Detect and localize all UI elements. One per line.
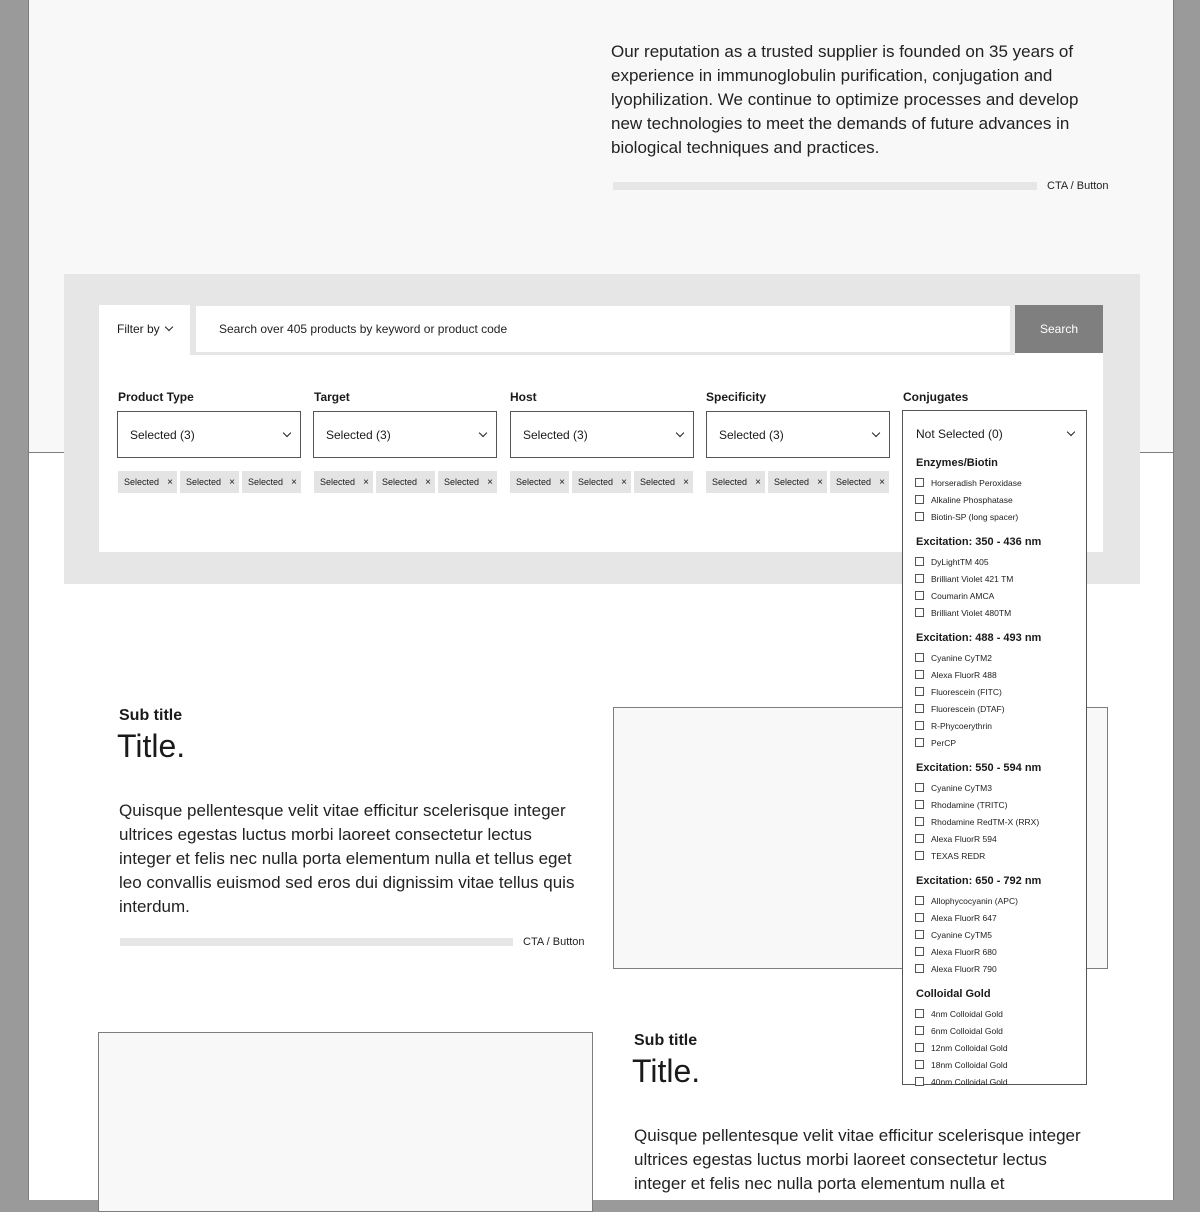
checkbox[interactable]	[915, 1026, 924, 1035]
conjugate-option-label: Rhodamine RedTM-X (RRX)	[931, 816, 1040, 827]
selected-chip	[634, 471, 693, 493]
conjugate-option-label: Horseradish Peroxidase	[931, 477, 1022, 488]
checkbox[interactable]	[915, 834, 924, 843]
checkbox[interactable]	[915, 608, 924, 617]
conjugate-option-label: Allophycocyanin (APC)	[931, 895, 1018, 906]
close-icon[interactable]: ×	[291, 476, 297, 488]
conjugate-option-label: 4nm Colloidal Gold	[931, 1008, 1003, 1019]
host-value: Selected (3)	[523, 427, 588, 442]
checkbox[interactable]	[915, 896, 924, 905]
conjugate-option[interactable]	[915, 926, 1074, 943]
target-chips	[314, 471, 497, 493]
chip-label: Selected	[774, 477, 810, 487]
chip-label: Selected	[248, 477, 284, 487]
selected-chip	[438, 471, 497, 493]
close-icon[interactable]: ×	[683, 476, 689, 488]
chevron-down-icon	[164, 323, 172, 331]
search-input[interactable]	[196, 306, 1010, 352]
checkbox[interactable]	[915, 800, 924, 809]
conjugate-option-label: Cyanine CyTM3	[931, 782, 992, 793]
checkbox[interactable]	[915, 930, 924, 939]
selected-chip	[510, 471, 569, 493]
conjugate-option-label: 12nm Colloidal Gold	[931, 1042, 1008, 1053]
conjugates-group-title: Colloidal Gold	[916, 988, 991, 1000]
conjugates-group	[915, 875, 1074, 977]
conjugate-option[interactable]	[915, 474, 1074, 491]
section1-body: Quisque pellentesque velit vitae efficitur scelerisque integer ultrices egestas luctus morbi laoreet consectetur lectus integer et felis nec nulla porta elementum nulla et tellus eget leo convallis euismod sed eros dui dignissim vitae tellus quis interdum.	[119, 801, 575, 916]
conjugates-group	[915, 988, 1074, 1090]
conjugate-option-label: 40nm Colloidal Gold	[931, 1076, 1008, 1087]
selected-chip	[706, 471, 765, 493]
checkbox[interactable]	[915, 851, 924, 860]
chip-label: Selected	[578, 477, 614, 487]
facet-label-conjugates: Conjugates	[903, 390, 969, 404]
section1-title: Title.	[117, 728, 186, 764]
checkbox[interactable]	[915, 557, 924, 566]
conjugate-option-label: Cyanine CyTM5	[931, 929, 992, 940]
conjugate-option[interactable]	[915, 779, 1074, 796]
conjugate-option[interactable]	[915, 508, 1074, 525]
host-select[interactable]	[510, 411, 694, 458]
conjugate-option[interactable]	[915, 813, 1074, 830]
conjugates-dropdown	[902, 410, 1087, 1085]
section1-subtitle: Sub title	[119, 707, 183, 724]
chip-label: Selected	[124, 477, 160, 487]
checkbox[interactable]	[915, 512, 924, 521]
specificity-value: Selected (3)	[719, 427, 784, 442]
close-icon[interactable]: ×	[817, 476, 823, 488]
conjugates-group-title: Excitation: 350 - 436 nm	[916, 536, 1042, 548]
conjugate-option[interactable]	[915, 960, 1074, 977]
selected-chip	[572, 471, 631, 493]
selected-chip	[180, 471, 239, 493]
checkbox[interactable]	[915, 817, 924, 826]
close-icon[interactable]: ×	[487, 476, 493, 488]
intro-text: Our reputation as a trusted supplier is founded on 35 years of experience in immunoglobulin purification, conjugation and lyophilization. We continue to optimize processes and develop new technologies to meet the demands of future advances in biological techniques and practices.	[611, 42, 1079, 157]
chip-label: Selected	[186, 477, 222, 487]
checkbox[interactable]	[915, 947, 924, 956]
checkbox[interactable]	[915, 721, 924, 730]
chip-label: Selected	[836, 477, 872, 487]
conjugates-group	[915, 632, 1074, 751]
close-icon[interactable]: ×	[425, 476, 431, 488]
conjugate-option-label: Rhodamine (TRITC)	[931, 799, 1008, 810]
conjugate-option[interactable]	[915, 587, 1074, 604]
checkbox[interactable]	[915, 1077, 924, 1086]
conjugate-option[interactable]	[915, 830, 1074, 847]
conjugate-option-label: Brilliant Violet 421 TM	[931, 573, 1014, 584]
checkbox[interactable]	[915, 687, 924, 696]
conjugates-group-title: Excitation: 650 - 792 nm	[916, 875, 1042, 887]
facet-label-host: Host	[510, 390, 537, 404]
close-icon[interactable]: ×	[363, 476, 369, 488]
conjugate-option-label: PerCP	[931, 737, 957, 748]
section1-cta-button[interactable]	[120, 938, 513, 946]
conjugate-option-label: Fluorescein (DTAF)	[931, 703, 1005, 714]
chevron-down-icon	[872, 428, 880, 436]
conjugate-option-label: Alkaline Phosphatase	[931, 494, 1013, 505]
conjugates-group-title: Enzymes/Biotin	[916, 457, 998, 469]
conjugate-option[interactable]	[915, 570, 1074, 587]
host-chips	[510, 471, 693, 493]
selected-chip	[376, 471, 435, 493]
conjugates-select[interactable]	[915, 411, 1074, 457]
conjugate-option-label: TEXAS REDR	[931, 850, 986, 861]
close-icon[interactable]: ×	[879, 476, 885, 488]
conjugate-option[interactable]	[915, 796, 1074, 813]
conjugate-option[interactable]	[915, 683, 1074, 700]
filter-by-label: Filter by	[117, 322, 160, 336]
conjugate-option[interactable]	[915, 1039, 1074, 1056]
conjugate-option[interactable]	[915, 553, 1074, 570]
intro-cta-label[interactable]: CTA / Button	[1047, 180, 1109, 192]
checkbox[interactable]	[915, 495, 924, 504]
conjugate-option[interactable]	[915, 666, 1074, 683]
checkbox[interactable]	[915, 574, 924, 583]
selected-chip	[768, 471, 827, 493]
chip-label: Selected	[640, 477, 676, 487]
conjugate-option[interactable]	[915, 604, 1074, 621]
chevron-down-icon	[479, 428, 487, 436]
checkbox[interactable]	[915, 964, 924, 973]
chevron-down-icon	[676, 428, 684, 436]
checkbox[interactable]	[915, 738, 924, 747]
checkbox[interactable]	[915, 478, 924, 487]
checkbox[interactable]	[915, 1009, 924, 1018]
selected-chip	[830, 471, 889, 493]
conjugate-option[interactable]	[915, 909, 1074, 926]
conjugate-option[interactable]	[915, 1005, 1074, 1022]
conjugates-options	[915, 457, 1074, 1090]
conjugate-option[interactable]	[915, 1022, 1074, 1039]
selected-chip	[314, 471, 373, 493]
conjugate-option-label: 6nm Colloidal Gold	[931, 1025, 1003, 1036]
chip-label: Selected	[444, 477, 480, 487]
facet-label-target: Target	[314, 390, 350, 404]
conjugate-option-label: Alexa FluorR 647	[931, 912, 997, 923]
target-select[interactable]	[313, 411, 497, 458]
conjugate-option[interactable]	[915, 1073, 1074, 1090]
conjugate-option[interactable]	[915, 847, 1074, 864]
conjugates-value: Not Selected (0)	[916, 427, 1003, 441]
close-icon[interactable]: ×	[559, 476, 565, 488]
chip-label: Selected	[320, 477, 356, 487]
selected-chip	[118, 471, 177, 493]
conjugate-option[interactable]	[915, 943, 1074, 960]
checkbox[interactable]	[915, 704, 924, 713]
conjugates-group	[915, 536, 1074, 621]
conjugate-option-label: Alexa FluorR 488	[931, 669, 997, 680]
target-value: Selected (3)	[326, 427, 391, 442]
section1-cta-label[interactable]: CTA / Button	[523, 936, 585, 948]
section2-image-placeholder	[98, 1032, 593, 1212]
conjugate-option[interactable]	[915, 491, 1074, 508]
product-type-select[interactable]	[117, 411, 301, 458]
conjugates-group	[915, 762, 1074, 864]
specificity-select[interactable]	[706, 411, 890, 458]
section2-body: Quisque pellentesque velit vitae efficitur scelerisque integer ultrices egestas luctus morbi laoreet consectetur lectus integer et felis nec nulla porta elementum nulla et	[634, 1126, 1081, 1193]
section2-title: Title.	[632, 1053, 701, 1089]
conjugate-option[interactable]	[915, 892, 1074, 909]
conjugate-option-label: Biotin-SP (long spacer)	[931, 511, 1019, 522]
conjugate-option[interactable]	[915, 717, 1074, 734]
facet-label-specificity: Specificity	[706, 390, 767, 404]
conjugate-option-label: Alexa FluorR 594	[931, 833, 997, 844]
conjugate-option[interactable]	[915, 649, 1074, 666]
section2-subtitle: Sub title	[634, 1032, 698, 1049]
close-icon[interactable]: ×	[755, 476, 761, 488]
checkbox[interactable]	[915, 653, 924, 662]
conjugate-option-label: Coumarin AMCA	[931, 590, 995, 601]
conjugate-option-label: Cyanine CyTM2	[931, 652, 992, 663]
intro-cta-button[interactable]	[613, 182, 1037, 190]
facet-label-product-type: Product Type	[118, 390, 194, 404]
product-type-chips	[118, 471, 301, 493]
conjugate-option-label: Alexa FluorR 790	[931, 963, 997, 974]
chip-label: Selected	[712, 477, 748, 487]
conjugate-option-label: Fluorescein (FITC)	[931, 686, 1002, 697]
conjugates-group	[915, 457, 1074, 525]
checkbox[interactable]	[915, 1043, 924, 1052]
filter-by-toggle[interactable]	[99, 305, 190, 353]
conjugate-option[interactable]	[915, 1056, 1074, 1073]
conjugate-option[interactable]	[915, 700, 1074, 717]
chip-label: Selected	[382, 477, 418, 487]
search-button[interactable]: Search	[1015, 305, 1103, 353]
chevron-down-icon	[1067, 428, 1075, 436]
conjugate-option-label: Brilliant Violet 480TM	[931, 607, 1012, 618]
conjugate-option-label: 18nm Colloidal Gold	[931, 1059, 1008, 1070]
conjugate-option-label: Alexa FluorR 680	[931, 946, 997, 957]
checkbox[interactable]	[915, 783, 924, 792]
checkbox[interactable]	[915, 913, 924, 922]
conjugates-group-title: Excitation: 550 - 594 nm	[916, 762, 1042, 774]
selected-chip	[242, 471, 301, 493]
conjugates-group-title: Excitation: 488 - 493 nm	[916, 632, 1042, 644]
checkbox[interactable]	[915, 1060, 924, 1069]
checkbox[interactable]	[915, 591, 924, 600]
specificity-chips	[706, 471, 889, 493]
chip-label: Selected	[516, 477, 552, 487]
close-icon[interactable]: ×	[229, 476, 235, 488]
checkbox[interactable]	[915, 670, 924, 679]
product-type-value: Selected (3)	[130, 427, 195, 442]
conjugate-option[interactable]	[915, 734, 1074, 751]
conjugate-option-label: R-Phycoerythrin	[931, 720, 992, 731]
close-icon[interactable]: ×	[167, 476, 173, 488]
close-icon[interactable]: ×	[621, 476, 627, 488]
conjugate-option-label: DyLightTM 405	[931, 556, 989, 567]
chevron-down-icon	[283, 428, 291, 436]
